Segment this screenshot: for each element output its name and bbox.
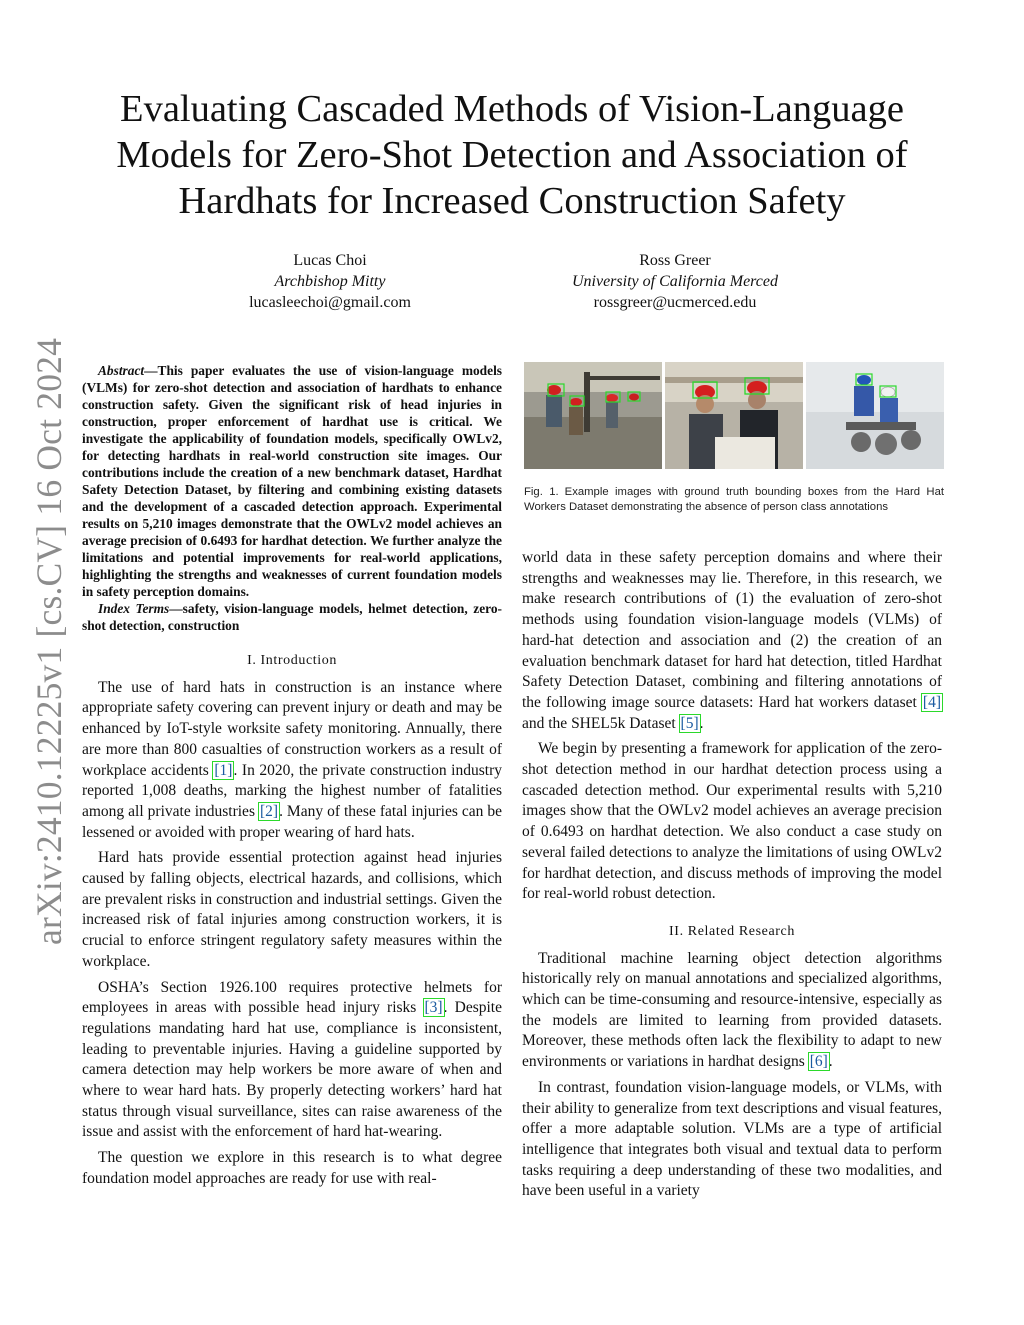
figure-label: Fig. 1. [524,486,559,498]
paragraph-text: . Despite regulations mandating hard hat use, compliance is inconsistent, leading to preventable injuries. Having a guideline supported by camera detection may help workers be more aware of when and where to wear hard hats. By properly detecting workers’ hard hat status through visual surveillance, sites can raise awareness of the issue and assist with the enforcement of hard hat-wearing. [82,999,502,1141]
section-heading-related-research: II. Related Research [669,923,795,939]
figure-photo-concrete-pour [524,362,662,469]
paragraph-text: . Many of these fatal injuries can be lessened or avoided with proper wearing of hard hats. [82,802,502,841]
abstract-label: Abstract [98,363,145,378]
paragraph [82,678,502,844]
index-terms [82,600,502,634]
author-name: Lucas Choi [293,252,367,269]
figure-caption [524,485,944,514]
section-heading-introduction: I. Introduction [247,653,337,668]
photo-illustration [806,362,944,469]
figure-images [524,362,944,469]
author-block [150,250,510,313]
abstract-text: —This paper evaluates the use of vision-language models (VLMs) for zero-shot detection and association of hardhats to enhance construction safety. Given the significant risk of head injuries in construction, proper enforcement of hardhat use is critical. We investigate the applicability of foundation models, specifically OWLv2, for detecting hardhats in real-world construction site images. Our contributions include the creation of a new benchmark dataset, Hardhat Safety Detection Dataset, by filtering and combining existing datasets and the development of a cascaded detection approach. Experimental results on 5,210 images demonstrate that the OWLv2 model achieves an average precision of 0.6493 for hardhat detection. We further analyze the limitations and potential improvements for real-world applications, highlighting the strengths and weaknesses of current foundation models in safety perception domains. [82,363,502,599]
paragraph-text: OSHA’s Section 1926.100 requires protective helmets for employees in areas with possible head injury risks [82,978,502,1017]
paragraph-text: Traditional machine learning object detection algorithms historically rely on manual annotations and specialized algorithms, which can be time-consuming and resource-intensive, especially as the models are limited to learning from provided datasets. Moreover, these methods often lack the flexibility to adapt to new environments or variations in hardhat designs [522,949,942,1071]
figure-photo-power-line [806,362,944,469]
paragraph-text: and the SHEL5k Dataset [522,714,680,732]
author-block [495,250,855,313]
paragraph-text: . [828,1053,833,1071]
citation-link[interactable]: [2] [259,802,279,820]
paragraph [82,978,502,1144]
citation-link[interactable]: [5] [680,714,699,732]
citation-link[interactable]: [1] [214,761,233,779]
figure-caption-text: Example images with ground truth bounding boxes from the Hard Hat Workers Dataset demonstrating the absence of person class annotations [524,486,944,513]
index-terms-text: —safety, vision-language models, helmet detection, zero-shot detection, construction [82,601,503,633]
paragraph-text: . In 2020, the private construction industry reported 1,008 deaths, marking the highest number of fatalities among all private industries [82,761,502,820]
abstract [82,362,502,600]
paragraph: The question we explore in this research is to what degree foundation model approaches are ready for use with real- [82,1149,502,1187]
citation-link[interactable]: [3] [424,999,443,1017]
paragraph: In contrast, foundation vision-language models, or VLMs, with their ability to generalize from text descriptions and visual features, offer a more adaptable solution. VLMs are a type of artificial intelligence that integrates both visual and textual data to perform tasks requiring a deep understanding of these two modalities, and have been useful in a variety [522,1078,942,1200]
paragraph-text: . [699,714,704,732]
paragraph [522,949,942,1073]
citation-link[interactable]: [6] [809,1053,828,1071]
right-column [522,548,942,1207]
figure-photo-blueprint [665,362,803,469]
citation-link[interactable]: [4] [922,693,941,711]
photo-illustration [524,362,662,469]
author-email[interactable]: lucasleechoi@gmail.com [249,294,411,311]
paragraph-text: world data in these safety perception domains and where their strengths and weaknesses may lie. Therefore, in this research, we make research contributions of (1) the evaluation of zero-shot methods using foundation vision-language models (VLMs) of hard-hat detection and association and (2) the creation of an evaluation benchmark dataset for hard hat detection, titled Hardhat Safety Detection Dataset, combining and filtering annotations of the following image source datasets: Hard hat workers dataset [522,549,942,711]
photo-illustration [665,362,803,469]
author-affiliation: Archbishop Mitty [274,273,386,290]
paragraph [522,548,942,734]
paragraph-text: The use of hard hats in construction is an instance where appropriate safety covering can prevent injury or death and may be enhanced by IoT-style worksite safety monitoring. Annually, there are more than 800 casualties of construction workers as a result of workplace accidents [82,678,502,779]
author-name: Ross Greer [639,252,711,269]
arxiv-identifier[interactable]: arXiv:2410.12225v1 [cs.CV] 16 Oct 2024 [29,337,69,945]
paragraph: We begin by presenting a framework for application of the zero-shot detection method in our hardhat detection process using a cascaded detection method. Our experimental results with 5,210 images show that the OWLv2 model achieves an average precision of 0.6493 on hardhat detection. We also conduct a case study on several failed detections to analyze the limitations of using OWLv2 for hardhat detection, and discuss methods of improving the model for real-world robust detection. [522,740,942,903]
paragraph: Hard hats provide essential protection against head injuries caused by falling objects, electrical hazards, and collisions, which are prevalent risks in construction and industrial settings. Given the increased risk of fatal injuries among construction workers, it is crucial to enforce stringent regulatory safety measures within the workplace. [82,849,502,970]
index-terms-label: Index Terms [98,601,170,616]
figure-1 [524,362,944,512]
author-affiliation: University of California Merced [571,273,779,290]
author-email[interactable]: rossgreer@ucmerced.edu [593,294,757,311]
left-column [82,362,502,1195]
paper-title: Evaluating Cascaded Methods of Vision-Language Models for Zero-Shot Detection and Association of Hardhats for Increased Construction Safety [116,88,908,222]
